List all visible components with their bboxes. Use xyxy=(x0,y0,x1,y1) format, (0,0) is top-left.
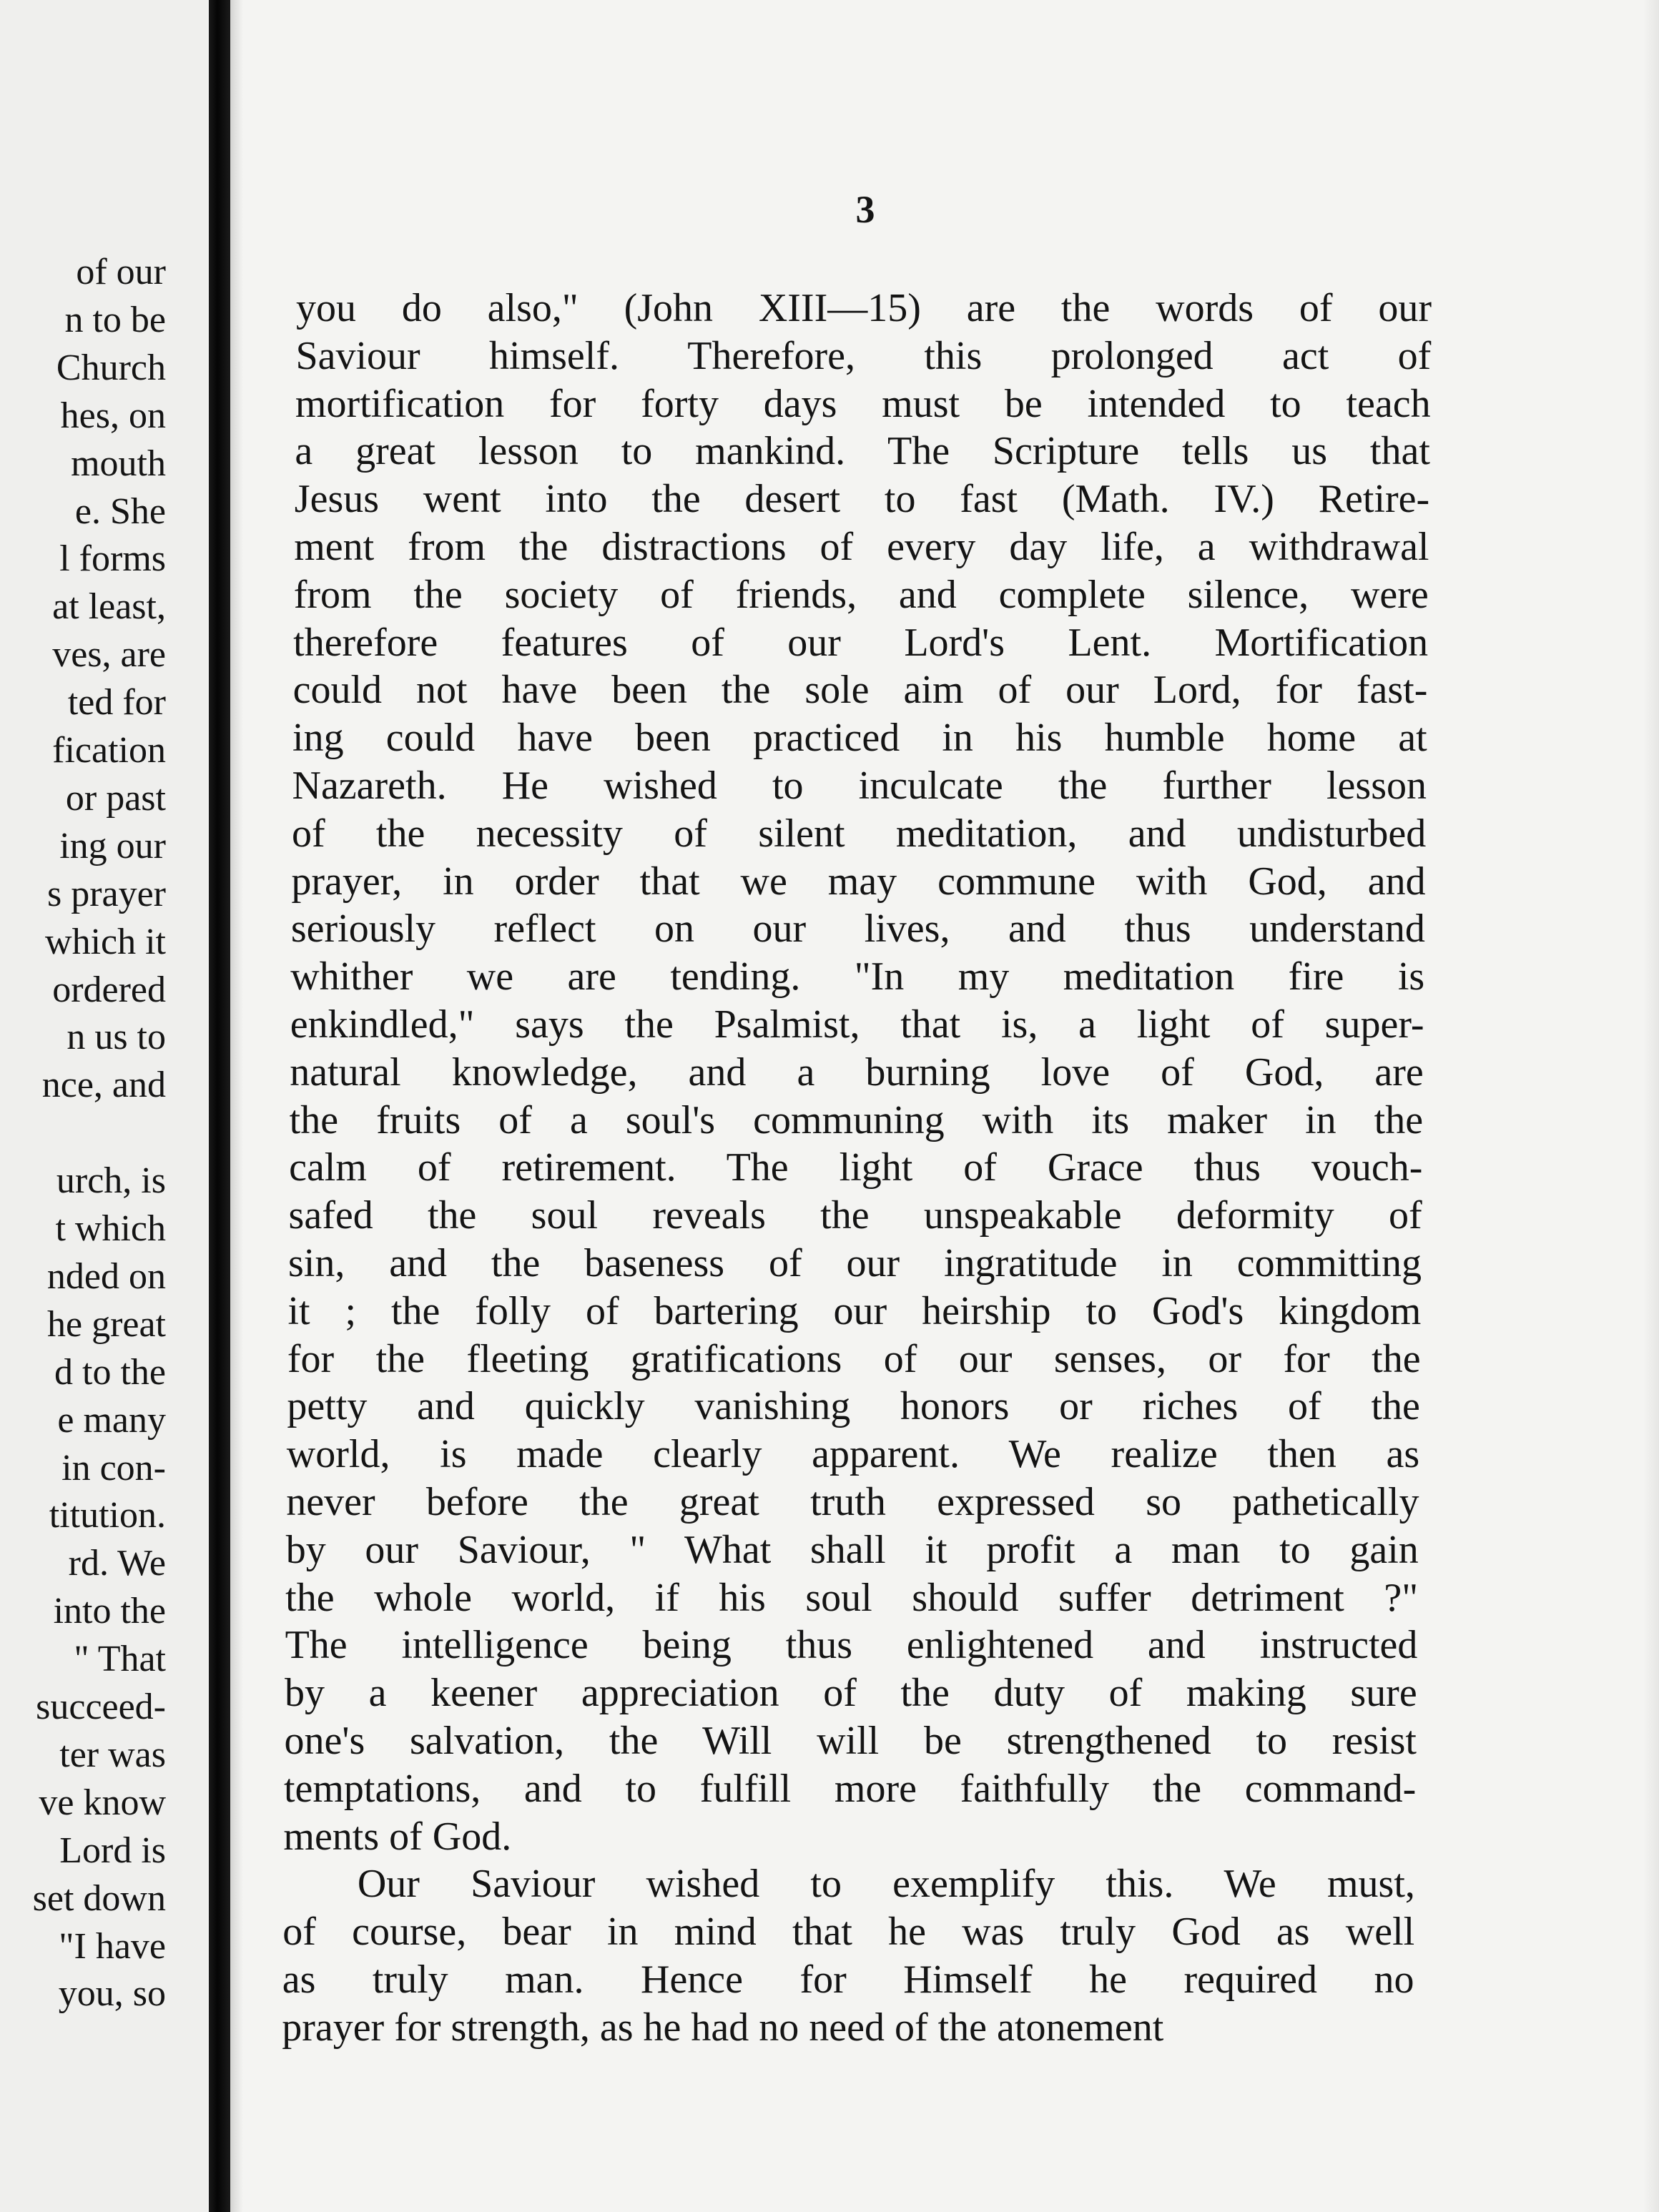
text-line: one's salvation, the Will will be strengthened to resist xyxy=(284,1719,1417,1763)
facing-page-line: or past xyxy=(65,777,166,819)
text-line: Nazareth. He wished to inculcate the further lesson xyxy=(292,764,1427,808)
facing-page-line: urch, is xyxy=(56,1160,166,1202)
text-line: prayer, in order that we may commune with God, and xyxy=(291,859,1426,904)
facing-page-line: s prayer xyxy=(46,873,166,914)
page-number: 3 xyxy=(855,188,875,231)
text-line: world, is made clearly apparent. We realize then as xyxy=(286,1432,1420,1477)
facing-page-line: ing our xyxy=(59,825,166,866)
text-line: The intelligence being thus enlightened and instructed xyxy=(285,1623,1418,1668)
facing-page-line: fication xyxy=(52,730,166,771)
text-line: never before the great truth expressed so pathetically xyxy=(286,1480,1419,1524)
text-line: temptations, and to fulfill more faithfully the command- xyxy=(283,1766,1417,1811)
facing-page-line: ve know xyxy=(39,1782,166,1823)
text-line: as truly man. Hence for Himself he required no xyxy=(282,1957,1414,2002)
facing-page-line: which it xyxy=(45,921,166,962)
text-line: safed the soul reveals the unspeakable deformity of xyxy=(288,1193,1422,1238)
text-line: by a keener appreciation of the duty of making sure xyxy=(285,1671,1417,1716)
facing-page-line: you, so xyxy=(58,1973,166,2015)
text-line: by our Saviour, " What shall it profit a man to gain xyxy=(285,1527,1419,1572)
page-edge-shadow xyxy=(1643,0,1659,2212)
facing-page-fragment xyxy=(0,0,207,2212)
text-line: prayer for strength, as he had no need of the atonement xyxy=(282,2005,1164,2050)
text-line: Jesus went into the desert to fast (Math. IV.) Retire- xyxy=(294,477,1430,522)
text-line: Saviour himself. Therefore, this prolonged act of xyxy=(295,333,1432,378)
facing-page-line: of our xyxy=(76,252,166,292)
facing-page-line: e. She xyxy=(74,490,166,532)
text-line: whither we are tending. "In my meditation fire is xyxy=(290,954,1425,999)
facing-page-line: set down xyxy=(32,1877,166,1919)
text-line: seriously reflect on our lives, and thus understand xyxy=(290,907,1425,952)
facing-page-line: t which xyxy=(55,1208,166,1249)
facing-page-line: mouth xyxy=(71,443,166,484)
facing-page-line: nded on xyxy=(46,1255,166,1297)
facing-page-line: e many xyxy=(57,1399,166,1441)
text-line: for the fleeting gratifications of our senses, or for the xyxy=(287,1336,1421,1381)
facing-page-line: at least, xyxy=(52,586,166,628)
facing-page-line: he great xyxy=(46,1303,166,1345)
facing-page-line: "I have xyxy=(59,1925,166,1967)
facing-page-line: n to be xyxy=(64,299,166,340)
text-line: of course, bear in mind that he was truly God as well xyxy=(282,1910,1415,1955)
facing-page-line: hes, on xyxy=(60,395,166,436)
facing-page-line: n us to xyxy=(67,1017,166,1058)
text-line: calm of retirement. The light of Grace thus vouch- xyxy=(289,1145,1423,1190)
text-line: from the society of friends, and complete silence, were xyxy=(293,572,1429,617)
text-line: mortification for forty days must be intended to teach xyxy=(295,381,1431,426)
text-line: petty and quickly vanishing honors or riches of the xyxy=(287,1384,1420,1429)
facing-page-line: nce, and xyxy=(41,1065,166,1106)
text-line: a great lesson to mankind. The Scripture tells us that xyxy=(295,429,1430,474)
facing-page-line: ordered xyxy=(52,969,166,1010)
text-line: ment from the distractions of every day life, a withdrawal xyxy=(294,525,1429,569)
facing-page-line: ter was xyxy=(59,1734,166,1775)
facing-page-line: Church xyxy=(56,347,166,388)
text-line: you do also," (John XIII—15) are the words of our xyxy=(296,286,1432,330)
text-line: ing could have been practiced in his humble home at xyxy=(292,716,1427,761)
facing-page-line: ted for xyxy=(67,682,166,724)
text-line: of the necessity of silent meditation, and undisturbed xyxy=(291,811,1427,856)
text-line: sin, and the baseness of our ingratitude in committing xyxy=(288,1241,1422,1285)
text-line: it ; the folly of bartering our heirship to God's kingdom xyxy=(287,1288,1422,1333)
text-line: Our Saviour wished to exemplify this. We must, xyxy=(357,1862,1415,1907)
facing-page-line: rd. We xyxy=(68,1543,166,1584)
facing-page-line: into the xyxy=(53,1591,166,1632)
text-line: could not have been the sole aim of our Lord, for fast- xyxy=(292,668,1428,713)
gutter-shadow xyxy=(230,0,243,2212)
facing-page-line: titution. xyxy=(49,1495,166,1536)
text-line: therefore features of our Lord's Lent. Mortification xyxy=(293,620,1429,665)
text-line: ments of God. xyxy=(283,1814,512,1859)
text-line: enkindled," says the Psalmist, that is, a light of super- xyxy=(290,1002,1424,1047)
facing-page-line: succeed- xyxy=(36,1687,166,1727)
facing-page-line: " That xyxy=(74,1639,166,1680)
facing-page-line: d to the xyxy=(54,1351,166,1393)
facing-page-line: ves, are xyxy=(52,634,166,676)
facing-page-line: Lord is xyxy=(59,1830,166,1871)
text-line: the fruits of a soul's communing with its maker in the xyxy=(289,1097,1424,1142)
book-gutter xyxy=(209,0,230,2212)
facing-page-line: l forms xyxy=(59,538,166,580)
facing-page-line: in con- xyxy=(61,1447,166,1488)
text-line: the whole world, if his soul should suffer detriment ?" xyxy=(285,1575,1419,1620)
text-line: natural knowledge, and a burning love of God, are xyxy=(290,1050,1424,1095)
